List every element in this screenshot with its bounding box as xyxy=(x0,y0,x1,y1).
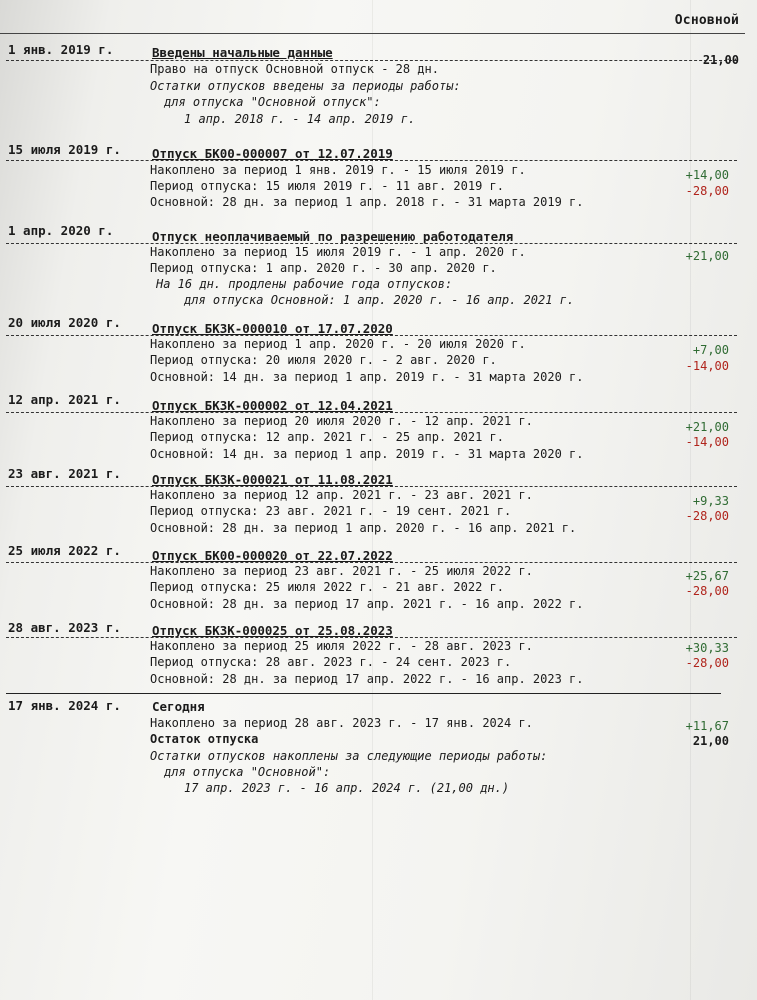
today-date: 17 янв. 2024 г. xyxy=(8,698,121,713)
entry-line: Остатки отпусков введены за периоды работы: xyxy=(150,79,461,93)
accrued-amount: +25,67 xyxy=(685,569,729,583)
entry-line: Период отпуска: 28 авг. 2023 г. - 24 сент. 2023 г. xyxy=(150,655,512,669)
used-amount: -28,00 xyxy=(685,509,729,523)
note-line: для отпуска "Основной": xyxy=(164,765,331,779)
entry-title: Отпуск БКЗК-000010 от 17.07.2020 xyxy=(152,321,393,336)
entry-date: 28 авг. 2023 г. xyxy=(8,620,121,635)
summary-divider xyxy=(6,693,721,694)
entry-line: Накоплено за период 12 апр. 2021 г. - 23 авг. 2021 г. xyxy=(150,488,533,502)
balance-amount: 21,00 xyxy=(692,734,729,748)
entry-divider xyxy=(6,486,737,487)
entry-line: Период отпуска: 25 июля 2022 г. - 21 авг. 2022 г. xyxy=(150,580,505,594)
today-title: Сегодня xyxy=(152,699,205,714)
entry-line: Накоплено за период 1 апр. 2020 г. - 20 июля 2020 г. xyxy=(150,337,526,351)
entry-line: Основной: 28 дн. за период 1 апр. 2020 г. - 16 апр. 2021 г. xyxy=(150,521,577,535)
entry-title: Отпуск БКЗК-000002 от 12.04.2021 xyxy=(152,398,393,413)
entry-title: Отпуск БКЗК-000025 от 25.08.2023 xyxy=(152,623,393,638)
accrued-amount: +11,67 xyxy=(685,719,729,733)
entry-line: Основной: 28 дн. за период 17 апр. 2021 г. - 16 апр. 2022 г. xyxy=(150,597,584,611)
entry-divider xyxy=(6,243,737,244)
balance-label: Остаток отпуска xyxy=(150,732,259,746)
entry-date: 1 янв. 2019 г. xyxy=(8,42,114,57)
accrued-amount: +30,33 xyxy=(685,641,729,655)
entry-date: 1 апр. 2020 г. xyxy=(8,223,114,238)
used-amount: -28,00 xyxy=(685,584,729,598)
header-rule xyxy=(0,33,745,34)
entry-line: На 16 дн. продлены рабочие года отпусков: xyxy=(156,277,453,291)
entry-title: Отпуск БК00-000007 от 12.07.2019 xyxy=(152,146,393,161)
accrued-amount: +21,00 xyxy=(685,249,729,263)
entry-title: Введены начальные данные xyxy=(152,45,333,60)
entry-line: для отпуска Основной: 1 апр. 2020 г. - 16 апр. 2021 г. xyxy=(184,293,575,307)
entry-title: Отпуск БКЗК-000021 от 11.08.2021 xyxy=(152,472,393,487)
entry-title: Отпуск неоплачиваемый по разрешению работодателя xyxy=(152,229,514,244)
entry-line: Период отпуска: 15 июля 2019 г. - 11 авг. 2019 г. xyxy=(150,179,505,193)
entry-date: 25 июля 2022 г. xyxy=(8,543,121,558)
entry-line: Основной: 14 дн. за период 1 апр. 2019 г. - 31 марта 2020 г. xyxy=(150,370,584,384)
entry-line: Основной: 28 дн. за период 17 апр. 2022 г. - 16 апр. 2023 г. xyxy=(150,672,584,686)
entry-line: Основной: 28 дн. за период 1 апр. 2018 г. - 31 марта 2019 г. xyxy=(150,195,584,209)
entry-divider xyxy=(6,335,737,336)
entry-divider xyxy=(6,412,737,413)
entry-date: 20 июля 2020 г. xyxy=(8,315,121,330)
paper-fold xyxy=(690,0,691,1000)
accrued-line: Накоплено за период 28 авг. 2023 г. - 17 янв. 2024 г. xyxy=(150,716,533,730)
entry-line: Накоплено за период 1 янв. 2019 г. - 15 июля 2019 г. xyxy=(150,163,526,177)
used-amount: -14,00 xyxy=(685,359,729,373)
entry-line: Основной: 14 дн. за период 1 апр. 2019 г. - 31 марта 2020 г. xyxy=(150,447,584,461)
accrued-amount: +21,00 xyxy=(685,420,729,434)
entry-amount: 21,00 xyxy=(702,53,739,67)
entry-title: Отпуск БК00-000020 от 22.07.2022 xyxy=(152,548,393,563)
used-amount: -28,00 xyxy=(685,656,729,670)
entry-line: Право на отпуск Основной отпуск - 28 дн. xyxy=(150,62,439,76)
entry-date: 12 апр. 2021 г. xyxy=(8,392,121,407)
entry-line: Период отпуска: 1 апр. 2020 г. - 30 апр. 2020 г. xyxy=(150,261,497,275)
note-line: Остатки отпусков накоплены за следующие периоды работы: xyxy=(150,749,548,763)
used-amount: -28,00 xyxy=(685,184,729,198)
used-amount: -14,00 xyxy=(685,435,729,449)
entry-date: 15 июля 2019 г. xyxy=(8,142,121,157)
entry-divider xyxy=(6,160,737,161)
entry-line: для отпуска "Основной отпуск": xyxy=(164,95,381,109)
entry-line: Период отпуска: 20 июля 2020 г. - 2 авг. 2020 г. xyxy=(150,353,497,367)
entry-line: Накоплено за период 23 авг. 2021 г. - 25 июля 2022 г. xyxy=(150,564,533,578)
entry-date: 23 авг. 2021 г. xyxy=(8,466,121,481)
entry-line: Период отпуска: 12 апр. 2021 г. - 25 апр. 2021 г. xyxy=(150,430,505,444)
entry-line: Накоплено за период 15 июля 2019 г. - 1 апр. 2020 г. xyxy=(150,245,526,259)
column-header: Основной xyxy=(674,13,739,28)
accrued-amount: +7,00 xyxy=(692,343,729,357)
entry-line: 1 апр. 2018 г. - 14 апр. 2019 г. xyxy=(184,112,416,126)
entry-line: Период отпуска: 23 авг. 2021 г. - 19 сент. 2021 г. xyxy=(150,504,512,518)
note-line: 17 апр. 2023 г. - 16 апр. 2024 г. (21,00 дн.) xyxy=(184,781,510,795)
accrued-amount: +9,33 xyxy=(692,494,729,508)
entry-line: Накоплено за период 20 июля 2020 г. - 12 апр. 2021 г. xyxy=(150,414,533,428)
entry-line: Накоплено за период 25 июля 2022 г. - 28 авг. 2023 г. xyxy=(150,639,533,653)
entry-divider xyxy=(6,60,737,61)
entry-divider xyxy=(6,562,737,563)
accrued-amount: +14,00 xyxy=(685,168,729,182)
entry-divider xyxy=(6,637,737,638)
